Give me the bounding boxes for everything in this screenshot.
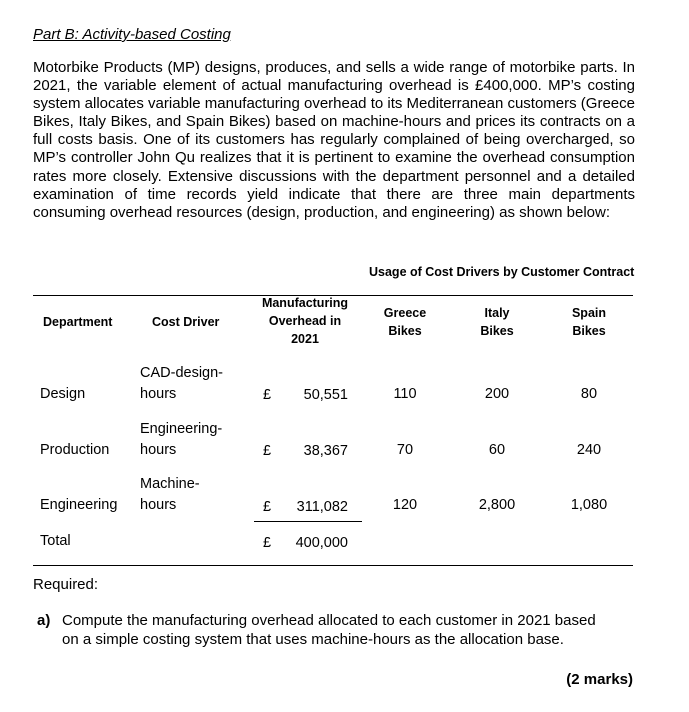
question-text-line2: on a simple costing system that uses machine-hours as the allocation base.	[62, 631, 564, 648]
row-engineering-spain: 1,080	[570, 497, 608, 513]
header-greece-line1: Greece	[383, 306, 427, 320]
row-design-spain: 80	[580, 386, 598, 402]
row-engineering-currency: £	[263, 499, 272, 515]
row-production-greece: 70	[396, 442, 414, 458]
header-cost-driver: Cost Driver	[152, 315, 220, 329]
row-engineering-driver-line1: Machine-	[140, 476, 200, 492]
row-engineering-italy: 2,800	[478, 497, 516, 513]
header-spain	[554, 304, 624, 340]
marks-label: (2 marks)	[566, 671, 633, 688]
overhead-subtotal-rule	[254, 521, 362, 522]
row-production-italy: 60	[488, 442, 506, 458]
header-overhead	[250, 294, 360, 348]
question-letter: a)	[37, 612, 51, 629]
section-heading: Part B: Activity-based Costing	[33, 26, 231, 43]
header-greece	[370, 304, 440, 340]
row-production-department: Production	[40, 442, 110, 458]
row-production-spain: 240	[576, 442, 602, 458]
row-production-overhead: 38,367	[303, 443, 348, 459]
row-design-driver-line2: hours	[140, 386, 177, 402]
usage-group-header: Usage of Cost Drivers by Customer Contract	[369, 265, 635, 279]
total-label: Total	[40, 533, 71, 549]
row-engineering-greece: 120	[392, 497, 418, 513]
header-department: Department	[43, 315, 113, 329]
total-currency: £	[263, 535, 272, 551]
header-overhead-line2: Overhead in	[268, 314, 342, 328]
row-design-driver-line1: CAD-design-	[140, 365, 223, 381]
row-design-italy: 200	[484, 386, 510, 402]
question-text-line1: Compute the manufacturing overhead allocated to each customer in 2021 based	[62, 612, 596, 629]
intro-paragraph: Motorbike Products (MP) designs, produces, and sells a wide range of motorbike parts. In 2021, the variable element of actual manufacturing overhead is £400,000. MP’s costing system allocates variable manufacturing overhead to its Mediterranean customers (Greece Bikes, Italy Bikes, and Spain Bikes) based on machine-hours and prices its contracts on a full costs basis. One of its customers has regularly complained of being overcharged, so MP’s controller John Qu realizes that it is pertinent to examine the overhead consumption rates more closely. Extensive discussions with the department personnel and a detailed examination of time records yield indicate that there are three main departments consuming overhead resources (design, production, and engineering) as shown below:	[33, 59, 635, 221]
row-design-greece: 110	[393, 386, 417, 402]
row-design-overhead: 50,551	[303, 387, 348, 403]
header-italy	[462, 304, 532, 340]
row-production-driver-line1: Engineering-	[140, 421, 223, 437]
table-bottom-rule	[33, 565, 633, 566]
row-engineering-overhead: 311,082	[296, 499, 348, 515]
header-italy-line1: Italy	[484, 306, 510, 320]
row-engineering-driver-line2: hours	[140, 497, 177, 513]
row-design-department: Design	[40, 386, 86, 402]
row-design-currency: £	[263, 387, 272, 403]
header-italy-line2: Bikes	[480, 324, 514, 338]
header-spain-line2: Bikes	[572, 324, 606, 338]
row-production-driver-line2: hours	[140, 442, 177, 458]
required-label: Required:	[33, 576, 99, 593]
header-overhead-line1: Manufacturing	[261, 296, 349, 310]
total-overhead: 400,000	[295, 535, 348, 551]
row-production-currency: £	[263, 443, 272, 459]
header-greece-line2: Bikes	[388, 324, 422, 338]
header-spain-line1: Spain	[571, 306, 607, 320]
row-engineering-department: Engineering	[40, 497, 118, 513]
header-overhead-line3: 2021	[291, 332, 319, 346]
